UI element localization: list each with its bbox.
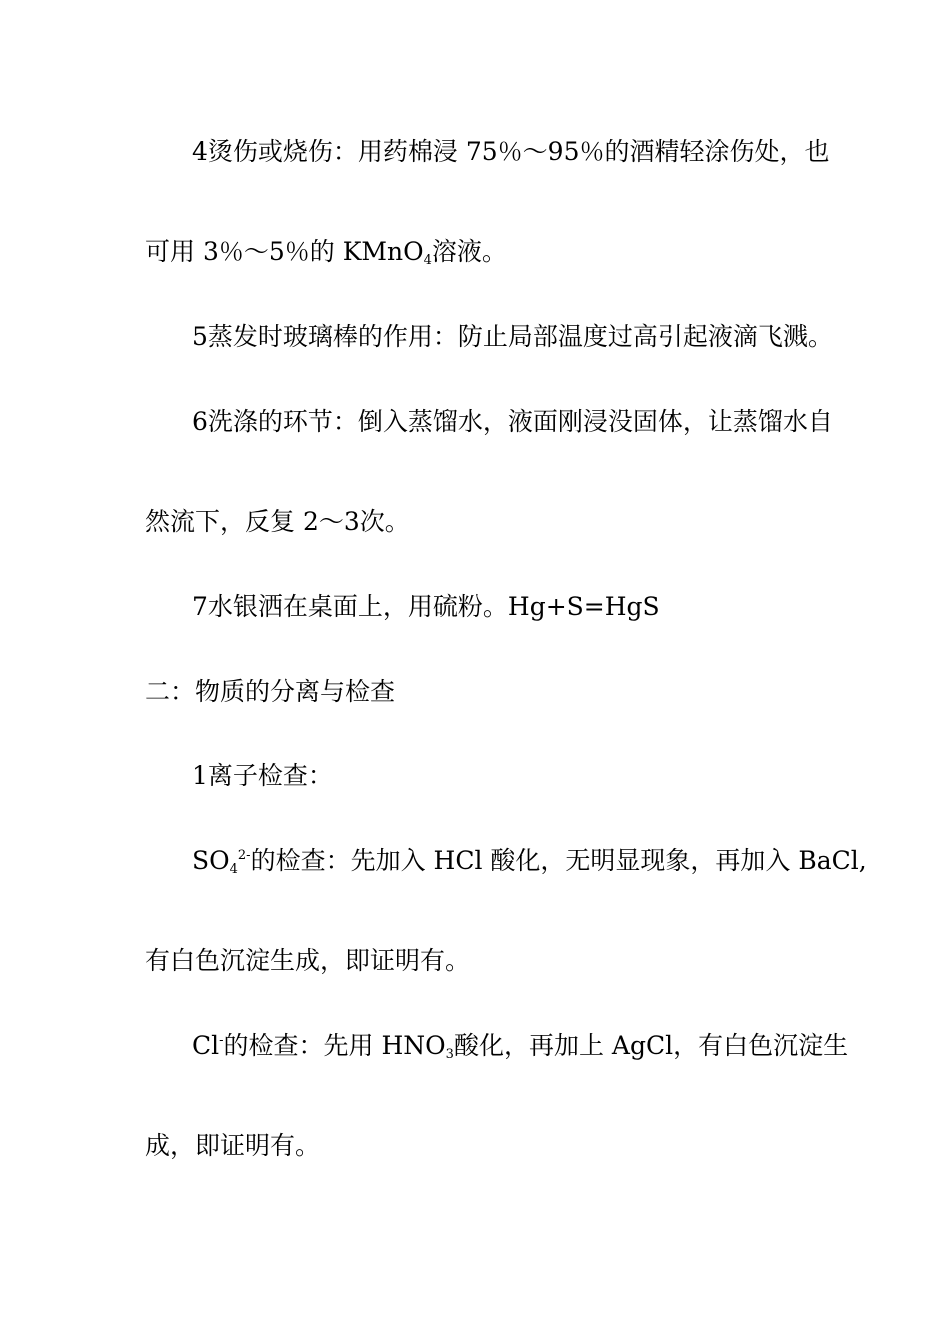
superscript: 2- [237, 848, 251, 863]
paragraph-washing: 6洗涤的环节：倒入蒸馏水，液面刚浸没固体，让蒸馏水自 [192, 407, 833, 436]
subsection-heading: 1离子检查： [192, 761, 333, 790]
section-heading: 二：物质的分离与检查 [145, 677, 396, 706]
superscript: - [219, 1033, 224, 1048]
text-segment: 的检查：先加入 HCl 酸化，无明显现象，再加入 BaCl, [250, 846, 867, 875]
text-segment: SO [192, 846, 230, 875]
text-segment: 酸化，再加上 AgCl，有白色沉淀生 [453, 1031, 849, 1060]
paragraph-evaporation: 5蒸发时玻璃棒的作用：防止局部温度过高引起液滴飞溅。 [192, 322, 833, 351]
paragraph-chloride-test-cont: 成，即证明有。 [145, 1131, 321, 1160]
paragraph-chloride-test [192, 1030, 848, 1062]
subscript: 3 [445, 1047, 454, 1062]
paragraph-burn-treatment: 4烫伤或烧伤：用药棉浸 75％～95％的酒精轻涂伤处，也 [192, 137, 830, 166]
paragraph-burn-treatment-cont [145, 236, 507, 268]
text-segment: 溶液。 [431, 237, 507, 266]
paragraph-mercury: 7水银洒在桌面上，用硫粉。Hg+S=HgS [192, 592, 660, 621]
text-segment: Cl [192, 1031, 220, 1060]
paragraph-sulfate-test [192, 845, 867, 877]
paragraph-washing-cont: 然流下，反复 2～3次。 [145, 507, 410, 536]
text-segment: 的检查：先用 HNO [223, 1031, 446, 1060]
paragraph-sulfate-test-cont: 有白色沉淀生成，即证明有。 [145, 946, 471, 975]
text-segment: 可用 3％～5％的 KMnO [145, 237, 424, 266]
subscript: 4 [229, 862, 238, 877]
subscript: 4 [423, 253, 432, 268]
